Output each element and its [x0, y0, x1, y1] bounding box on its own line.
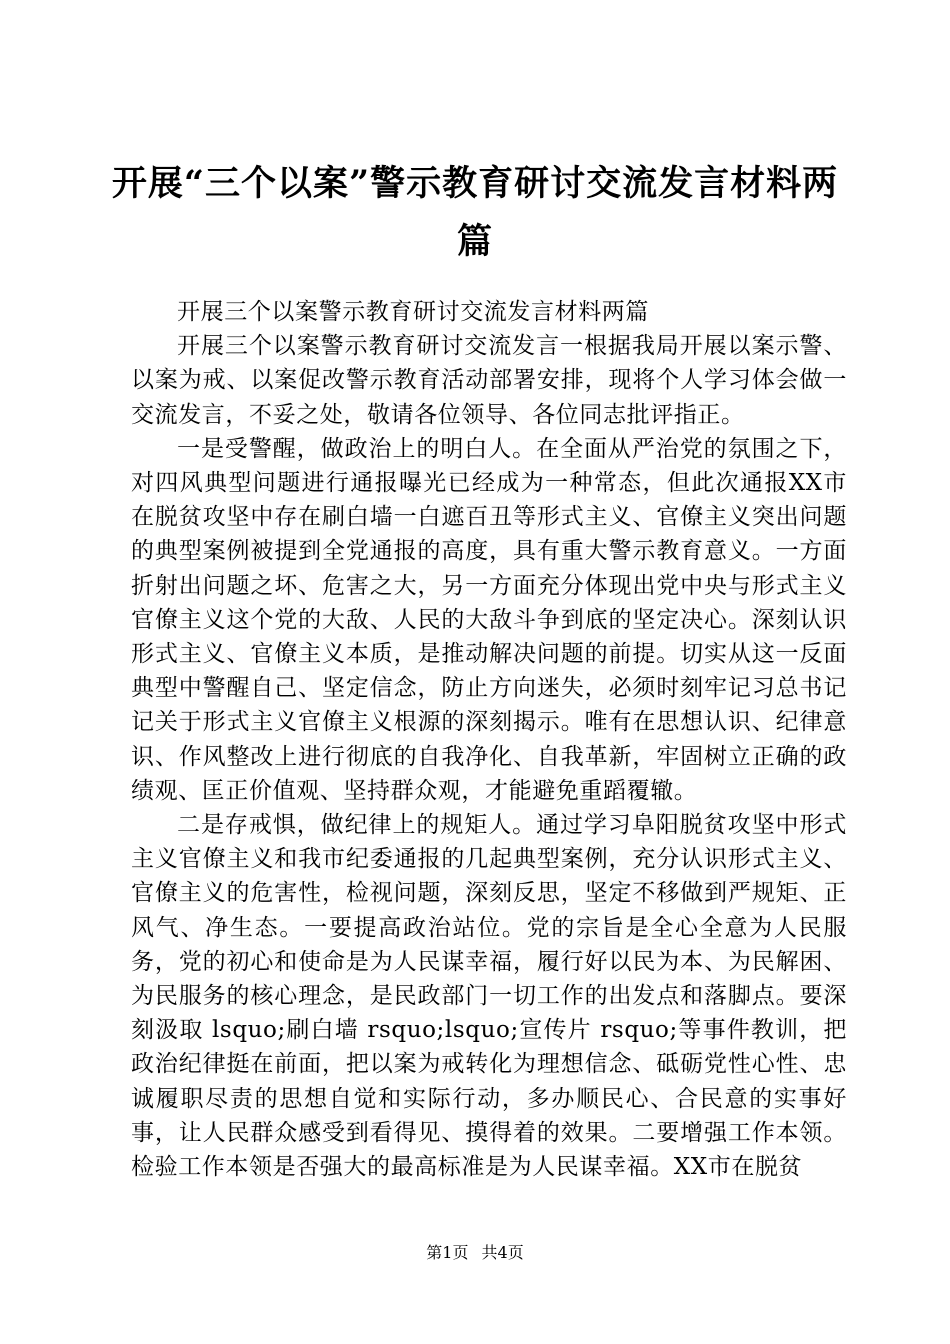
paragraph-point-one: 一是受警醒，做政治上的明白人。在全面从严治党的氛围之下，对四风典型问题进行通报曝光已经成为一种常态，但此次通报XX市在脱贫攻坚中存在刷白墙一白遮百丑等形式主义、官僚主义突出问题的典型案例被提到全党通报的高度，具有重大警示教育意义。一方面折射出问题之坏、危害之大，另一方面充分体现出党中央与形式主义官僚主义这个党的大敌、人民的大敌斗争到底的坚定决心。深刻认识形式主义、官僚主义本质，是推动解决问题的前提。切实从这一反面典型中警醒自己、坚定信念，防止方向迷失，必须时刻牢记习总书记记关于形式主义官僚主义根源的深刻揭示。唯有在思想认识、纪律意识、作风整改上进行彻底的自我净化、自我革新，牢固树立正确的政绩观、匡正价值观、坚持群众观，才能避免重蹈覆辙。: [131, 435, 847, 804]
page-number: 第1页: [426, 1243, 469, 1262]
paragraph-point-two: 二是存戒惧，做纪律上的规矩人。通过学习阜阳脱贫攻坚中形式主义官僚主义和我市纪委通报的几起典型案例，充分认识形式主义、官僚主义的危害性，检视问题，深刻反思，坚定不移做到严规矩、正风气、净生态。一要提高政治站位。党的宗旨是全心全意为人民服务，党的初心和使命是为人民谋幸福，履行好以民为本、为民解困、为民服务的核心理念，是民政部门一切工作的出发点和落脚点。要深刻汲取 lsquo;刷白墙 rsquo;lsquo;宣传片 rsquo;等事件教训，把政治纪律挺在前面，把以案为戒转化为理想信念、砥砺党性心性、忠诚履职尽责的思想自觉和实际行动，多办顺民心、合民意的实事好事，让人民群众感受到看得见、摸得着的效果。二要增强工作本领。检验工作本领是否强大的最高标准是为人民谋幸福。XX市在脱贫: [131, 812, 847, 1181]
paragraph-intro: 开展三个以案警示教育研讨交流发言一根据我局开展以案示警、以案为戒、以案促改警示教育活动部署安排，现将个人学习体会做一交流发言，不妥之处，敬请各位领导、各位同志批评指正。: [131, 333, 847, 428]
page-total: 共4页: [481, 1243, 524, 1262]
paragraph-subtitle: 开展三个以案警示教育研讨交流发言材料两篇: [177, 299, 649, 325]
document-body: [131, 295, 847, 1184]
page-footer: [0, 1242, 950, 1264]
document-title: 开展“三个以案”警示教育研讨交流发言材料两篇: [111, 163, 839, 262]
